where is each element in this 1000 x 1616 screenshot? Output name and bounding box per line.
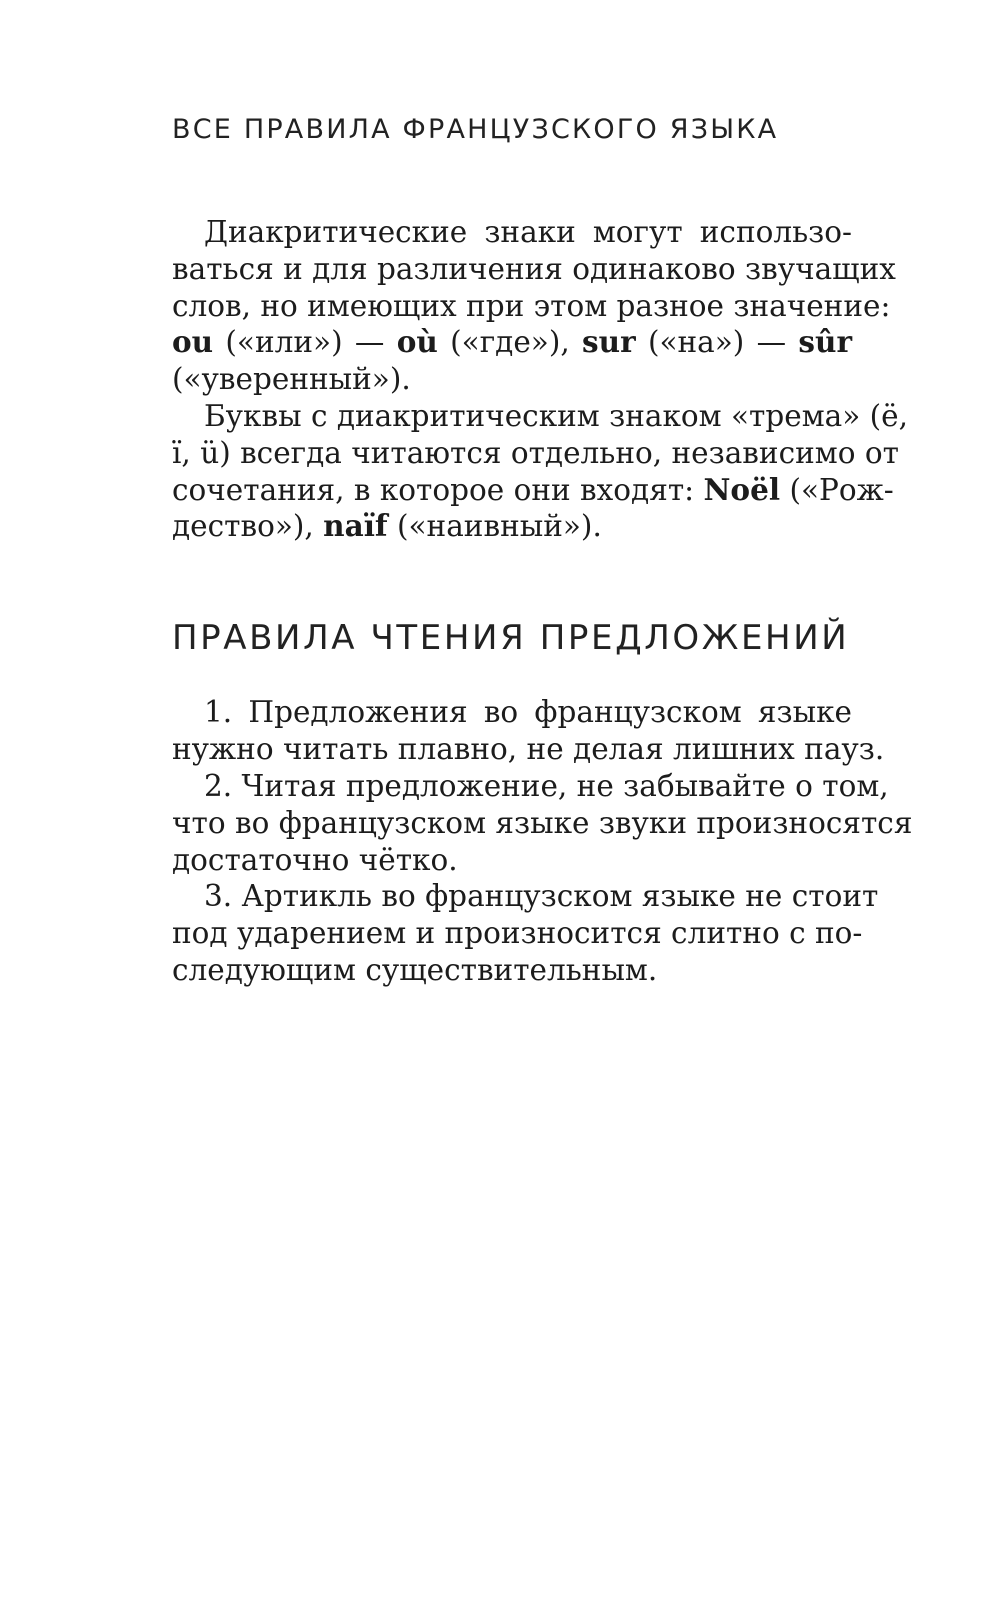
text-line: следующим существительным.	[172, 952, 658, 987]
text-line: достаточно чётко.	[172, 842, 458, 877]
text-line: нужно читать плавно, не делая лишних пауз.	[172, 731, 885, 766]
example-word: Noël	[703, 471, 781, 507]
translation-text: («Рож-	[780, 472, 894, 507]
text-line: Диакритические знаки могут использо-	[204, 215, 852, 249]
example-word: naïf	[323, 508, 388, 544]
translation-text: («наивный»).	[387, 509, 602, 544]
text-line: ï, ü) всегда читаются отдельно, независимо от	[172, 435, 899, 470]
paragraph-trema	[172, 398, 908, 545]
text-line: что во французском языке звуки произносятся	[172, 805, 913, 840]
text-line: 1. Предложения во французском языке	[204, 695, 852, 729]
section-heading: ПРАВИЛА ЧТЕНИЯ ПРЕДЛОЖЕНИЙ	[172, 618, 850, 658]
text-line: 2. Читая предложение, не забывайте о том,	[204, 769, 889, 803]
text-line-examples	[172, 471, 894, 509]
text-line: («уверенный»).	[172, 362, 411, 397]
example-word: sûr	[798, 324, 853, 360]
text-line-examples	[172, 508, 852, 545]
example-word: sur	[582, 324, 636, 360]
running-header: ВСЕ ПРАВИЛА ФРАНЦУЗСКОГО ЯЗЫКА	[172, 114, 779, 145]
rule-item-3	[172, 878, 879, 988]
paragraph-diacritics-meaning	[172, 214, 896, 398]
text-line: слов, но имеющих при этом разное значение:	[172, 288, 891, 323]
rule-item-2	[172, 768, 913, 878]
text-line: ваться и для различения одинаково звучащих	[172, 251, 896, 286]
translation-text: дество»),	[172, 509, 324, 544]
translation-text: («на») —	[635, 325, 799, 360]
translation-text: («где»),	[437, 325, 583, 360]
text-line: Буквы с диакритическим знаком «трема» (ë,	[204, 399, 908, 433]
text-line: под ударением и произносится слитно с по-	[172, 915, 863, 950]
example-word: où	[396, 324, 438, 360]
rule-item-1	[172, 694, 885, 768]
translation-text: («или») —	[213, 325, 397, 360]
text-line-examples	[172, 324, 852, 361]
plain-text: сочетания, в которое они входят:	[172, 472, 704, 507]
example-word: ou	[172, 324, 214, 360]
text-line: 3. Артикль во французском языке не стоит	[204, 879, 879, 913]
